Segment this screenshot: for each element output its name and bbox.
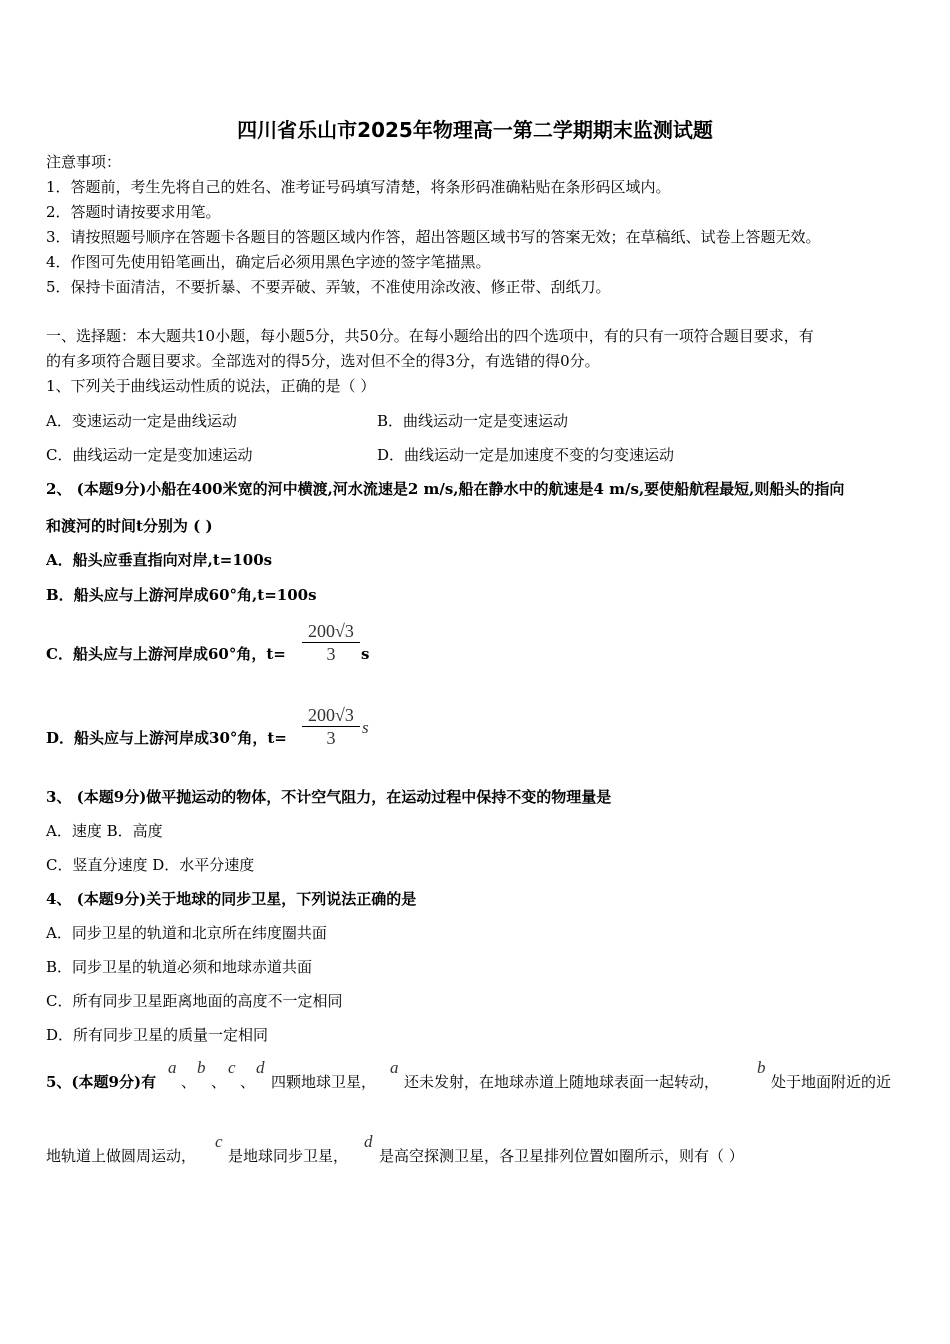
q4-option-a: A．同步卫星的轨道和北京所在纬度圈共面 [46,924,327,942]
fraction-numerator: 200√3 [308,621,354,641]
q2-option-d-fraction [302,704,360,749]
q5-separator: 、 [181,1073,197,1091]
q3-options-cd: C．竖直分速度 D．水平分速度 [46,856,255,874]
q1-option-a: A．变速运动一定是曲线运动 [46,412,237,430]
q2-option-c: C．船头应与上游河岸成60°角，t= [46,645,286,663]
q2-option-a: A．船头应垂直指向对岸,t=100s [46,551,273,569]
symbol-c: c [215,1132,223,1151]
notice-item: 1．答题前，考生先将自己的姓名、准考证号码填写清楚，将条形码准确粘贴在条形码区域内。 [46,178,671,196]
notice-item: 3．请按照题号顺序在答题卡各题目的答题区域内作答，超出答题区域书写的答案无效；在草稿纸、试卷上答题无效。 [46,228,821,246]
symbol-d: d [256,1058,265,1077]
q2-stem-line2: 和渡河的时间t分别为 ( ) [46,517,213,535]
q3-stem: 3、 (本题9分)做平抛运动的物体，不计空气阻力，在运动过程中保持不变的物理量是 [46,788,612,806]
notice-item: 5．保持卡面清洁，不要折暴、不要弄破、弄皱，不准使用涂改液、修正带、刮纸刀。 [46,278,611,296]
q4-option-d: D．所有同步卫星的质量一定相同 [46,1026,269,1044]
notice-item: 4．作图可先使用铅笔画出，确定后必须用黑色字迹的签字笔描黑。 [46,253,491,271]
q5-text-5: 是地球同步卫星， [228,1147,349,1165]
q5-text-2: 还未发射，在地球赤道上随地球表面一起转动， [404,1073,720,1091]
q4-option-c: C．所有同步卫星距离地面的高度不一定相同 [46,992,343,1010]
page-title: 四川省乐山市2025年物理高一第二学期期末监测试题 [237,118,713,142]
fraction-denominator: 3 [326,644,336,664]
q2-option-c-fraction [302,620,360,665]
q5-text-3: 处于地面附近的近 [771,1073,892,1091]
q2-option-b: B．船头应与上游河岸成60°角,t=100s [46,586,317,604]
symbol-d: d [364,1132,373,1151]
q1-option-c: C．曲线运动一定是变加速运动 [46,446,253,464]
q2-option-d: D．船头应与上游河岸成30°角，t= [46,729,287,747]
fraction-denominator: 3 [326,728,336,748]
notice-heading: 注意事项： [46,153,122,171]
q5-prefix: 5、(本题9分)有 [46,1073,157,1091]
q1-stem: 1、下列关于曲线运动性质的说法，正确的是（ ） [46,377,376,395]
notice-item: 2．答题时请按要求用笔。 [46,203,221,221]
q2-option-c-unit: s [361,645,370,663]
q1-option-b: B．曲线运动一定是变速运动 [377,412,569,430]
symbol-b: b [757,1058,766,1077]
symbol-c: c [228,1058,236,1077]
q5-text-1: 四颗地球卫星， [271,1073,377,1091]
section-intro-line1: 一、选择题：本大题共10小题，每小题5分，共50分。在每小题给出的四个选项中，有的只有一项符合题目要求，有 [46,327,814,345]
q5-text-6: 是高空探测卫星，各卫星排列位置如圈所示，则有（ ） [379,1147,744,1165]
section-intro-line2: 的有多项符合题目要求。全部选对的得5分，选对但不全的得3分，有选错的得0分。 [46,352,600,370]
q2-stem-line1: 2、 (本题9分)小船在400米宽的河中横渡,河水流速是2 m/s,船在静水中的航速是4 m/s,要使船航程最短,则船头的指向 [46,480,845,498]
fraction-numerator: 200√3 [308,705,354,725]
symbol-b: b [197,1058,206,1077]
q5-separator: 、 [211,1073,227,1091]
q4-option-b: B．同步卫星的轨道必须和地球赤道共面 [46,958,313,976]
symbol-a: a [390,1058,399,1077]
q3-options-ab: A．速度 B．高度 [46,822,163,840]
q5-separator: 、 [240,1073,256,1091]
q2-option-d-unit: s [362,718,369,737]
q5-text-4: 地轨道上做圆周运动， [46,1147,197,1165]
q4-stem: 4、 (本题9分)关于地球的同步卫星，下列说法正确的是 [46,890,417,908]
symbol-a: a [168,1058,177,1077]
q1-option-d: D．曲线运动一定是加速度不变的匀变速运动 [377,446,675,464]
